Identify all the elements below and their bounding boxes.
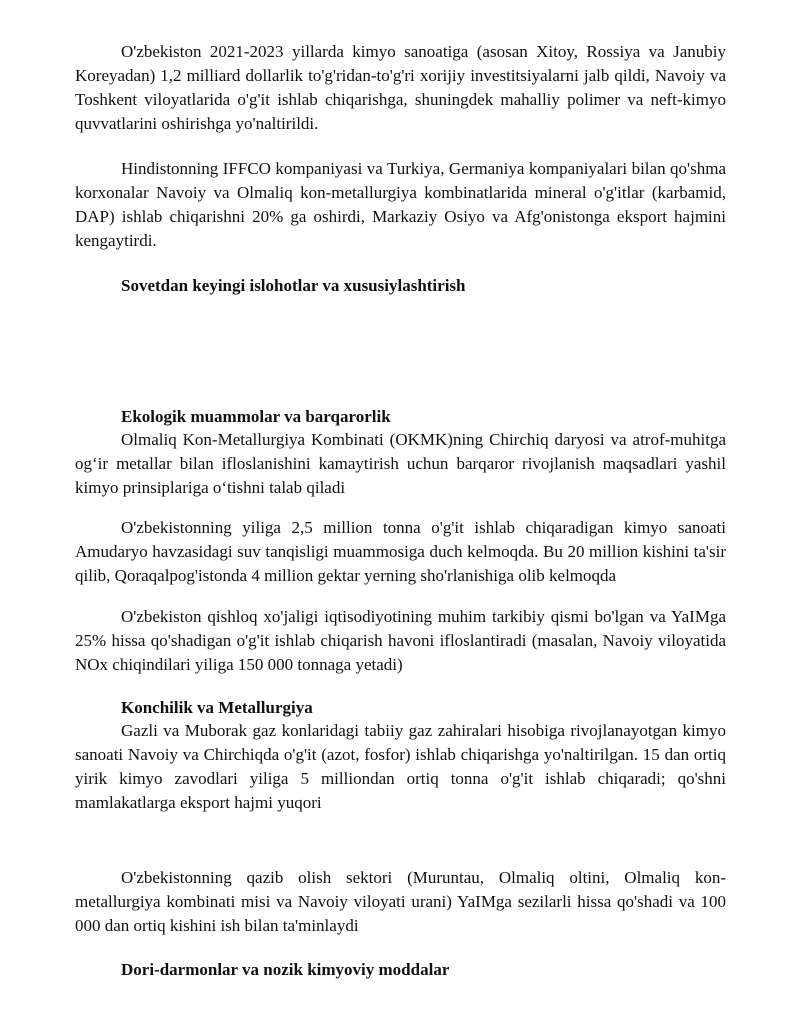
document-page	[75, 0, 726, 1035]
paragraph-joint-ventures: Hindistonning IFFCO kompaniyasi va Turkiya, Germaniya kompaniyalari bilan qo'shma korxonalar Navoiy va Olmaliq kon-metallurgiya kombinatlarida mineral o'g'itlar (karbamid, DAP) ishlab chiqarishni 20% ga oshirdi, Markaziy Osiyo va Afg'onistonga eksport hajmini kengaytirdi.	[75, 159, 726, 250]
paragraph-extraction-sector: O'zbekistonning qazib olish sektori (Muruntau, Olmaliq oltini, Olmaliq kon-metallurgiya kombinati misi va Navoiy viloyati urani) YaIMga sezilarli hissa qo'shadi va 100 000 dan ortiq kishini ish bilan ta'minlaydi	[75, 868, 726, 935]
heading-mining-metallurgy: Konchilik va Metallurgiya	[121, 698, 313, 717]
paragraph-okmk: Olmaliq Kon-Metallurgiya Kombinati (OKMK)ning Chirchiq daryosi va atrof-muhitga og‘ir metallar bilan ifloslanishini kamaytirish uchun barqaror rivojlanish maqsadlari yashil kimyo prinsiplariga o‘tishni talab qiladi	[75, 430, 726, 497]
heading-post-soviet-reforms: Sovetdan keyingi islohotlar va xususiylashtirish	[121, 276, 466, 295]
paragraph-water-scarcity: O'zbekistonning yiliga 2,5 million tonna o'g'it ishlab chiqaradigan kimyo sanoati Amudaryo havzasidagi suv tanqisligi muammosiga duch kelmoqda. Bu 20 million kishini ta'sir qilib, Qoraqalpog'istonda 4 million gektar yerning sho'rlanishiga olib kelmoqda	[75, 518, 726, 585]
heading-pharmaceuticals: Dori-darmonlar va nozik kimyoviy moddalar	[121, 960, 450, 979]
paragraph-gas-reserves: Gazli va Muborak gaz konlaridagi tabiiy gaz zahiralari hisobiga rivojlanayotgan kimyo sanoati Navoiy va Chirchiqda o'g'it (azot, fosfor) ishlab chiqarishga yo'naltirilgan. 15 dan ortiq yirik kimyo zavodlari yiliga 5 milliondan ortiq tonna o'g'it ishlab chiqaradi; qo'shni mamlakatlarga eksport hajmi yuqori	[75, 721, 726, 812]
paragraph-investments: O'zbekiston 2021-2023 yillarda kimyo sanoatiga (asosan Xitoy, Rossiya va Janubiy Koreyadan) 1,2 milliard dollarlik to'g'ridan-to'g'ri xorijiy investitsiyalarni jalb qildi, Navoiy va Toshkent viloyatlarida o'g'it ishlab chiqarishga, shuningdek mahalliy polimer va neft-kimyo quvvatlarini oshirishga yo'naltirildi.	[75, 42, 726, 133]
paragraph-air-pollution: O'zbekiston qishloq xo'jaligi iqtisodiyotining muhim tarkibiy qismi bo'lgan va YaIMga 25% hissa qo'shadigan o'g'it ishlab chiqarish havoni ifloslantiradi (masalan, Navoiy viloyatida NOx chiqindilari yiliga 150 000 tonnaga yetadi)	[75, 607, 726, 674]
heading-ecology: Ekologik muammolar va barqarorlik	[121, 407, 391, 426]
